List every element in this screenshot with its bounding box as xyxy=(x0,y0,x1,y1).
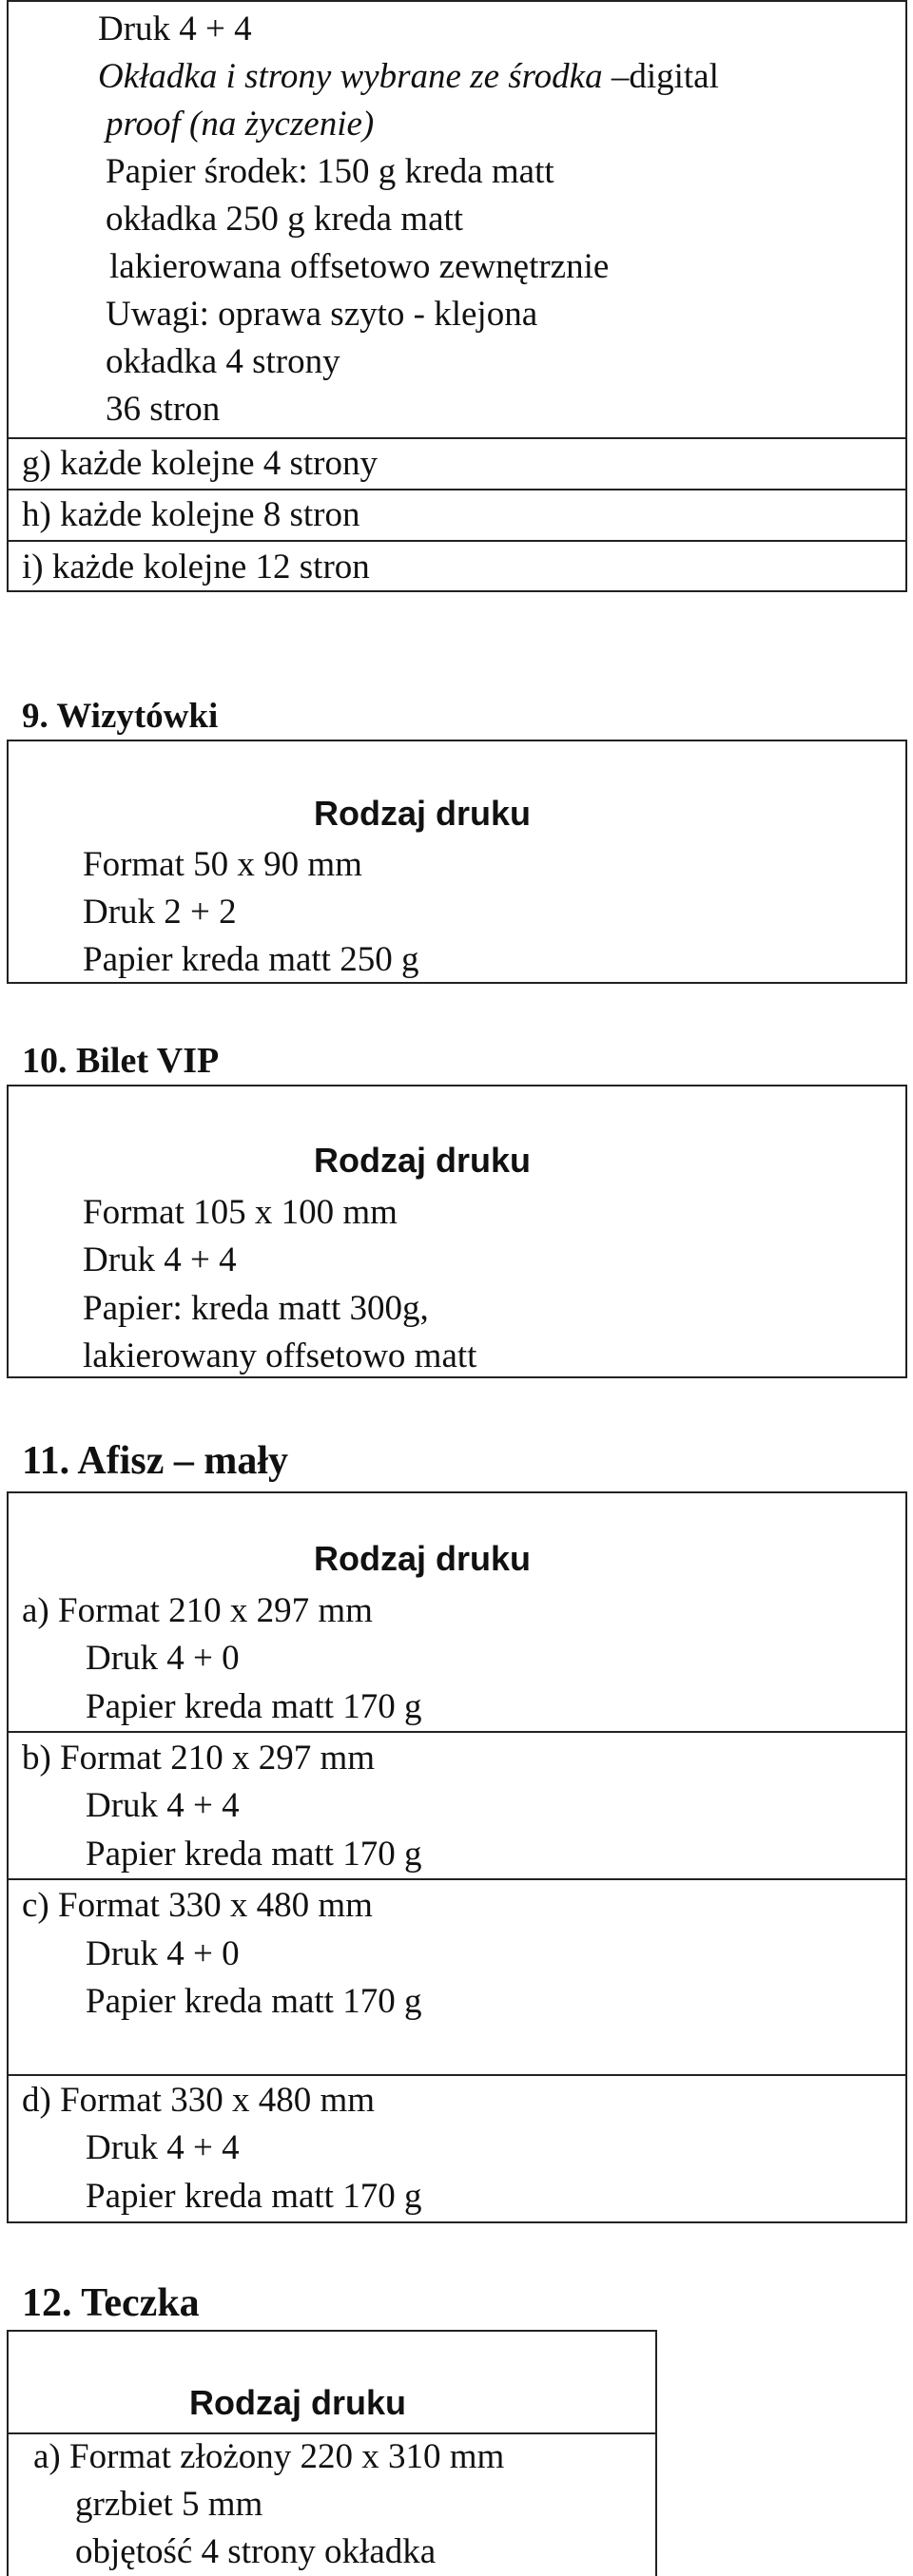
s11-b-paper: Papier kreda matt 170 g xyxy=(86,1835,422,1874)
s8-cover-pages-line: okładka 4 strony xyxy=(106,342,340,381)
s8-notes-line: Uwagi: oprawa szyto - klejona xyxy=(106,295,538,334)
section10-title: 10. Bilet VIP xyxy=(22,1041,220,1081)
s8-print-line: Druk 4 + 4 xyxy=(98,10,252,48)
s8-varnish-line: lakierowana offsetowo zewnętrznie xyxy=(109,247,610,286)
section12-header: Rodzaj druku xyxy=(189,2383,407,2422)
s8-pages-line: 36 stron xyxy=(106,390,221,429)
section11-header: Rodzaj druku xyxy=(314,1539,532,1578)
section11-row-divider xyxy=(7,1731,907,1733)
s10-paper: Papier: kreda matt 300g, xyxy=(83,1289,429,1328)
section9-header: Rodzaj druku xyxy=(314,794,532,833)
section8-row-divider xyxy=(7,437,907,439)
s8-proof-line xyxy=(98,59,719,94)
s11-a-paper: Papier kreda matt 170 g xyxy=(86,1687,422,1726)
s11-a-format: a) Format 210 x 297 mm xyxy=(22,1591,373,1630)
s11-d-print: Druk 4 + 4 xyxy=(86,2128,240,2167)
section10-header: Rodzaj druku xyxy=(314,1141,532,1180)
section8-row-divider xyxy=(7,540,907,542)
s10-format: Format 105 x 100 mm xyxy=(83,1193,398,1232)
s11-a-print: Druk 4 + 0 xyxy=(86,1639,240,1678)
s8-cover-line: okładka 250 g kreda matt xyxy=(106,200,464,239)
s9-paper: Papier kreda matt 250 g xyxy=(83,940,419,979)
s11-b-format: b) Format 210 x 297 mm xyxy=(22,1739,376,1778)
s8-paper-line: Papier środek: 150 g kreda matt xyxy=(106,152,554,191)
section9-title: 9. Wizytówki xyxy=(22,697,219,736)
s10-varnish: lakierowany offsetowo matt xyxy=(83,1336,477,1375)
s12-volume: objętość 4 strony okładka xyxy=(75,2532,437,2571)
s11-c-print: Druk 4 + 0 xyxy=(86,1934,240,1973)
s11-b-print: Druk 4 + 4 xyxy=(86,1786,240,1825)
s11-d-format: d) Format 330 x 480 mm xyxy=(22,2081,376,2120)
s9-format: Format 50 x 90 mm xyxy=(83,845,362,884)
s12-format: a) Format złożony 220 x 310 mm xyxy=(33,2437,505,2476)
s8-row-g: g) każde kolejne 4 strony xyxy=(22,444,378,483)
s11-c-format: c) Format 330 x 480 mm xyxy=(22,1886,373,1925)
section12-row-divider xyxy=(7,2432,657,2434)
section8-row-divider xyxy=(7,489,907,490)
s8-proof-italic: Okładka i strony wybrane ze środka xyxy=(98,57,603,96)
s11-d-paper: Papier kreda matt 170 g xyxy=(86,2177,422,2216)
s10-print: Druk 4 + 4 xyxy=(83,1240,237,1279)
section11-row-divider xyxy=(7,1878,907,1880)
section11-title: 11. Afisz – mały xyxy=(22,1439,288,1483)
section12-title: 12. Teczka xyxy=(22,2281,200,2325)
s8-row-h: h) każde kolejne 8 stron xyxy=(22,495,360,534)
s8-row-i: i) każde kolejne 12 stron xyxy=(22,548,370,586)
section11-row-divider xyxy=(7,2074,907,2076)
s11-c-paper: Papier kreda matt 170 g xyxy=(86,1982,422,2021)
s12-spine: grzbiet 5 mm xyxy=(75,2485,263,2524)
s9-print: Druk 2 + 2 xyxy=(83,893,237,932)
s8-proof-digital: –digital xyxy=(611,57,719,96)
s8-proof-line-2: proof (na życzenie) xyxy=(106,105,375,144)
